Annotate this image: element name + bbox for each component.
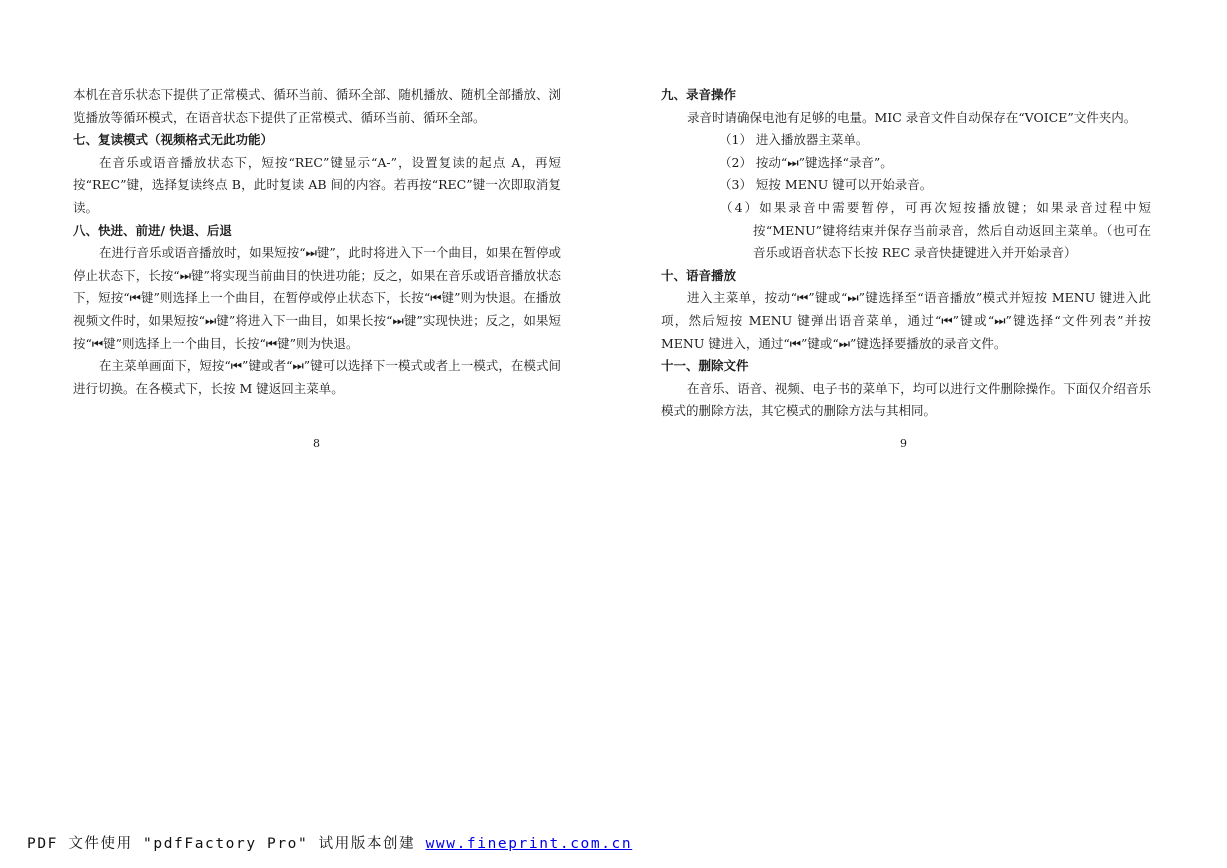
- section-heading-seek: 八、快进、前进/ 快退、后退: [73, 222, 232, 238]
- fineprint-link[interactable]: www.fineprint.com.cn: [425, 836, 633, 852]
- voice-paragraph: 进入主菜单，按动“⏮”键或“⏭”键选择至“语音播放”模式并短按 MENU 键进入此项，然后短按 MENU 键弹出语音菜单，通过“⏮”键或“⏭”键选择“文件列表”并按 MENU 键进入，通过“⏮”键或“⏭”键选择要播放的录音文件。: [661, 290, 1151, 351]
- page-number-left: 8: [313, 437, 320, 450]
- page-number-right: 9: [900, 437, 907, 450]
- right-page-column: [661, 84, 1151, 423]
- record-intro: 录音时请确保电池有足够的电量。MIC 录音文件自动保存在“VOICE”文件夹内。: [687, 109, 1137, 125]
- mode-switch-paragraph: 在主菜单画面下，短按“⏮”键或者“⏭”键可以选择下一模式或者上一模式，在模式间进行切换。在各模式下，长按 M 键返回主菜单。: [73, 358, 561, 396]
- footer-text: PDF 文件使用 "pdfFactory Pro" 试用版本创建: [27, 836, 426, 852]
- repeat-paragraph: 在音乐或语音播放状态下，短按“REC”键显示“A-”，设置复读的起点 A，再短按“REC”键，选择复读终点 B，此时复读 AB 间的内容。若再按“REC”键一次即取消复读。: [73, 154, 561, 215]
- intro-paragraph: 本机在音乐状态下提供了正常模式、循环当前、循环全部、随机播放、随机全部播放、浏览播放等循环模式，在语音状态下提供了正常模式、循环当前、循环全部。: [73, 87, 561, 125]
- section-heading-voice: 十、语音播放: [661, 267, 737, 283]
- pdf-watermark-footer: [27, 832, 632, 853]
- record-step-2: （2） 按动“⏭”键选择“录音”。: [719, 154, 893, 170]
- section-heading-delete: 十一、删除文件: [661, 358, 749, 374]
- delete-paragraph: 在音乐、语音、视频、电子书的菜单下，均可以进行文件删除操作。下面仅介绍音乐模式的删除方法，其它模式的删除方法与其相同。: [661, 380, 1151, 419]
- left-page-column: [73, 84, 561, 400]
- record-step-4: （4）如果录音中需要暂停，可再次短按播放键；如果录音过程中短按“MENU”键将结束并保存当前录音，然后自动返回主菜单。（也可在音乐或语音状态下长按 REC 录音快捷键进入并开始录音）: [720, 199, 1151, 261]
- section-heading-record: 九、录音操作: [661, 87, 737, 102]
- seek-paragraph: 在进行音乐或语音播放时，如果短按“⏭键”，此时将进入下一个曲目，如果在暂停或停止状态下，长按“⏭键”将实现当前曲目的快进功能；反之，如果在音乐或语音播放状态下，短按“⏮键”则选择上一个曲目，在暂停或停止状态下，长按“⏮键”则为快退。在播放视频文件时，如果短按“⏭键”将进入下一曲目，如果长按“⏭键”实现快进；反之，如果短按“⏮键”则选择上一个曲目，长按“⏮键”则为快退。: [73, 245, 561, 351]
- record-step-3: （3） 短按 MENU 键可以开始录音。: [719, 177, 933, 193]
- section-heading-repeat: 七、复读模式（视频格式无此功能）: [73, 132, 274, 148]
- record-step-1: （1） 进入播放器主菜单。: [719, 132, 869, 148]
